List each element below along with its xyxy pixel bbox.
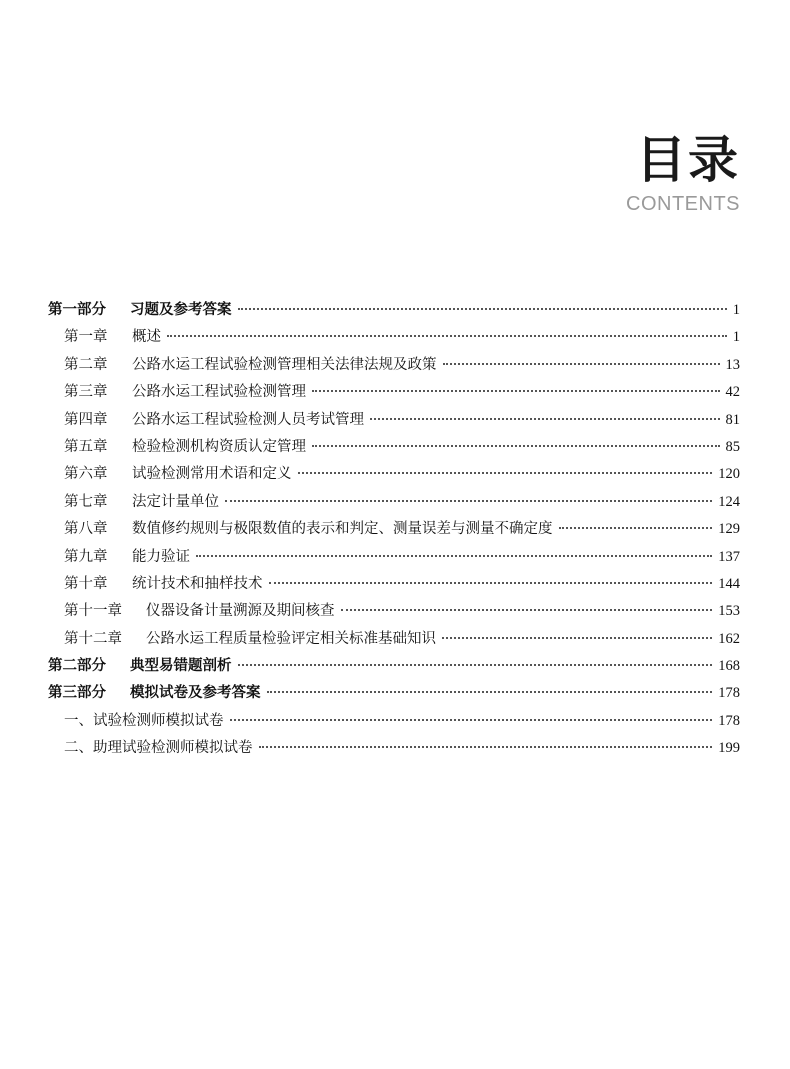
toc-part-3[interactable] xyxy=(48,681,740,708)
page-subtitle: CONTENTS xyxy=(626,193,740,215)
toc-chapter-5[interactable] xyxy=(48,435,740,462)
toc-title: 公路水运工程试验检测人员考试管理 xyxy=(132,411,364,428)
toc-chapter-7[interactable] xyxy=(48,490,740,517)
toc-label: 第十二章 xyxy=(64,630,122,647)
toc-label: 第七章 xyxy=(64,493,108,510)
toc-page-number: 1 xyxy=(732,302,740,318)
toc-label: 第十一章 xyxy=(64,603,122,620)
toc-part-2[interactable] xyxy=(48,654,740,681)
toc-page-number: 199 xyxy=(718,740,740,757)
dot-leader xyxy=(312,390,720,392)
toc-page-number: 1 xyxy=(732,329,740,346)
toc-page-number: 153 xyxy=(718,603,740,620)
dot-leader xyxy=(370,418,720,420)
toc-chapter-4[interactable] xyxy=(48,408,740,435)
toc-label: 第二章 xyxy=(64,356,108,373)
toc-label: 第二部分 xyxy=(48,658,106,675)
toc-chapter-6[interactable] xyxy=(48,462,740,489)
toc-title: 二、助理试验检测师模拟试卷 xyxy=(64,740,253,757)
dot-leader xyxy=(196,555,712,557)
dot-leader xyxy=(443,363,720,365)
toc-label: 第一部分 xyxy=(48,302,106,318)
dot-leader xyxy=(238,308,727,310)
dot-leader xyxy=(225,500,712,502)
toc-page-number: 13 xyxy=(725,356,740,373)
toc-title: 概述 xyxy=(132,329,161,346)
toc-page-number: 137 xyxy=(718,548,740,565)
dot-leader xyxy=(442,637,712,639)
toc-chapter-2[interactable] xyxy=(48,353,740,380)
toc-page-number: 178 xyxy=(718,712,740,729)
toc-chapter-11[interactable] xyxy=(48,599,740,626)
toc-label: 第九章 xyxy=(64,548,108,565)
toc-title: 一、试验检测师模拟试卷 xyxy=(64,712,224,729)
toc-title: 公路水运工程质量检验评定相关标准基础知识 xyxy=(146,630,436,647)
toc-label: 第八章 xyxy=(64,521,108,538)
toc-page-number: 81 xyxy=(725,411,740,428)
toc-chapter-10[interactable] xyxy=(48,572,740,599)
toc-label: 第三章 xyxy=(64,384,108,401)
toc-chapter-12[interactable] xyxy=(48,627,740,654)
toc-chapter-1[interactable] xyxy=(48,325,740,352)
toc-title: 公路水运工程试验检测管理相关法律法规及政策 xyxy=(132,356,437,373)
toc-page-number: 85 xyxy=(725,438,740,455)
dot-leader xyxy=(341,609,713,611)
toc-page-number: 144 xyxy=(718,575,740,592)
toc-page-number: 124 xyxy=(718,493,740,510)
dot-leader xyxy=(167,335,727,337)
toc-page-number: 120 xyxy=(718,466,740,483)
toc-chapter-3[interactable] xyxy=(48,380,740,407)
dot-leader xyxy=(298,472,713,474)
dot-leader xyxy=(259,746,713,748)
dot-leader xyxy=(312,445,720,447)
toc-page-number: 178 xyxy=(718,685,740,702)
toc-label: 第三部分 xyxy=(48,685,106,702)
toc-title: 能力验证 xyxy=(132,548,190,565)
toc-title: 习题及参考答案 xyxy=(130,302,232,318)
toc-page-number: 42 xyxy=(725,384,740,401)
toc-title: 统计技术和抽样技术 xyxy=(132,575,263,592)
dot-leader xyxy=(238,664,713,666)
toc-section-2[interactable] xyxy=(48,736,740,763)
toc-label: 第五章 xyxy=(64,438,108,455)
toc-part-1[interactable] xyxy=(48,298,740,325)
toc-chapter-9[interactable] xyxy=(48,545,740,572)
toc-page-number: 129 xyxy=(718,521,740,538)
toc-title: 仪器设备计量溯源及期间核查 xyxy=(146,603,335,620)
dot-leader xyxy=(230,719,713,721)
toc-section-1[interactable] xyxy=(48,709,740,736)
toc-page-number: 162 xyxy=(718,630,740,647)
dot-leader xyxy=(267,691,713,693)
toc-chapter-8[interactable] xyxy=(48,517,740,544)
dot-leader xyxy=(269,582,713,584)
toc-title: 典型易错题剖析 xyxy=(130,658,232,675)
toc-title: 数值修约规则与极限数值的表示和判定、测量误差与测量不确定度 xyxy=(132,521,553,538)
toc-title: 检验检测机构资质认定管理 xyxy=(132,438,306,455)
toc-title: 模拟试卷及参考答案 xyxy=(130,685,261,702)
toc-title: 公路水运工程试验检测管理 xyxy=(132,384,306,401)
page-title: 目录 xyxy=(636,131,740,189)
toc-label: 第十章 xyxy=(64,575,108,592)
dot-leader xyxy=(559,527,713,529)
toc-title: 法定计量单位 xyxy=(132,493,219,510)
table-of-contents xyxy=(48,298,740,764)
title-block xyxy=(626,130,740,216)
toc-page-number: 168 xyxy=(718,658,740,675)
toc-label: 第一章 xyxy=(64,329,108,346)
toc-label: 第六章 xyxy=(64,466,108,483)
toc-label: 第四章 xyxy=(64,411,108,428)
toc-title: 试验检测常用术语和定义 xyxy=(132,466,292,483)
